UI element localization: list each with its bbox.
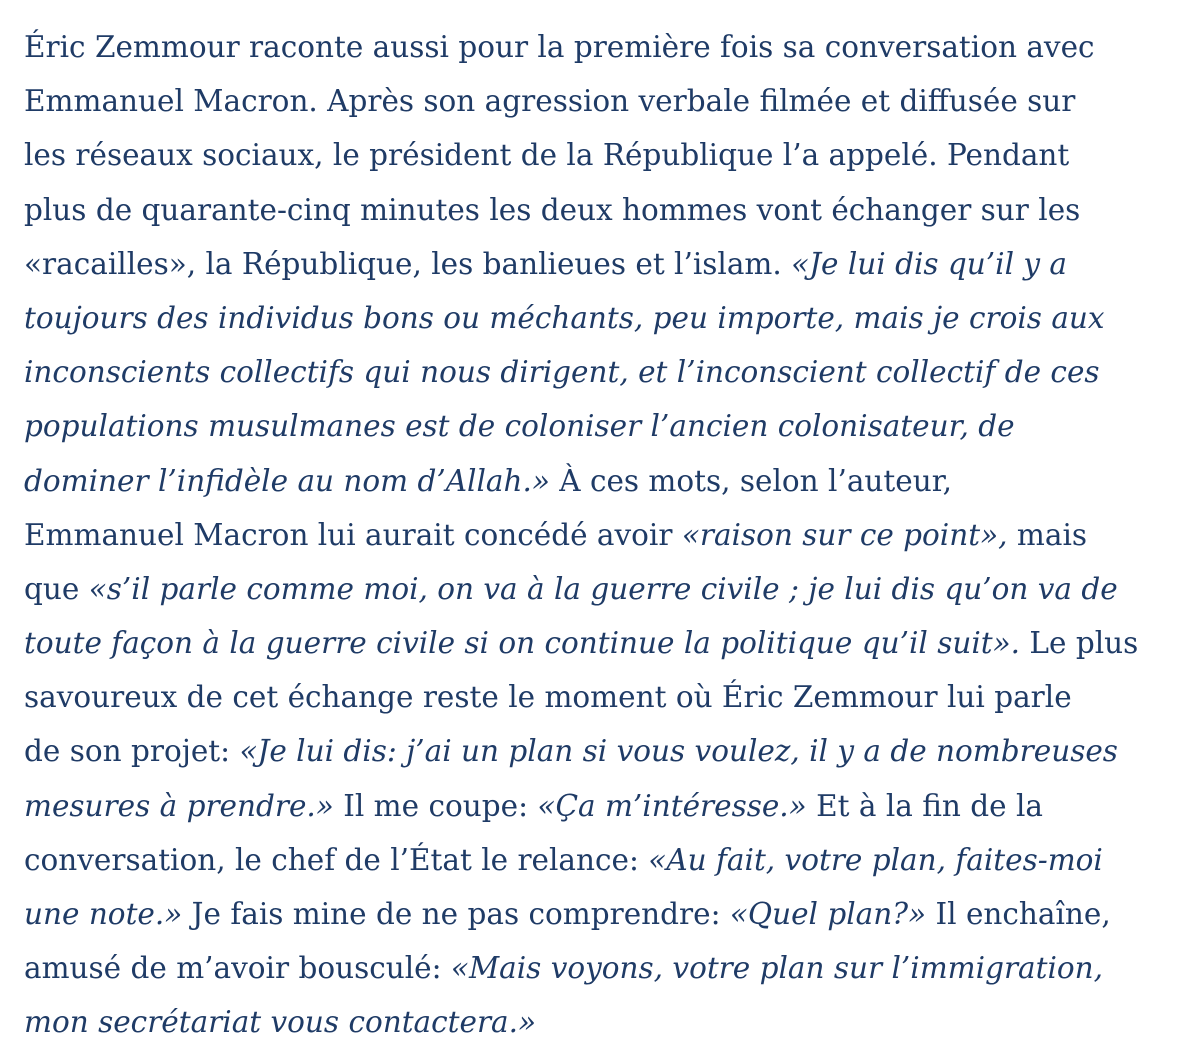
- text-segment: Emmanuel Macron. Après son agression verbale filmée et diffusée sur: [24, 84, 1076, 119]
- text-segment: plus de quarante-cinq minutes les deux hommes vont échanger sur les: [24, 192, 1081, 227]
- text-line: [24, 887, 1180, 941]
- text-line: [24, 183, 1180, 237]
- text-segment: Emmanuel Macron lui aurait concédé avoir: [24, 517, 682, 552]
- text-line: [24, 454, 1180, 508]
- quote-segment: toute façon à la guerre civile si on continue la politique qu’il suit».: [24, 626, 1021, 661]
- text-line: [24, 833, 1180, 887]
- text-segment: de son projet:: [24, 734, 240, 769]
- text-segment: Éric Zemmour raconte aussi pour la première fois sa conversation avec: [24, 30, 1095, 64]
- quote-segment: «Je lui dis: j’ai un plan si vous voulez, il y a de nombreuses: [239, 734, 1118, 769]
- quote-segment: une note.»: [24, 897, 183, 931]
- text-segment: que: [24, 571, 89, 606]
- quote-segment: dominer l’infidèle au nom d’Allah.»: [24, 463, 550, 498]
- quote-segment: «Je lui dis qu’il y a: [791, 246, 1068, 281]
- quote-segment: «Ça m’intéresse.»: [537, 788, 807, 823]
- quote-segment: «Au fait, votre plan, faites-moi: [648, 842, 1103, 877]
- quote-segment: toujours des individus bons ou méchants, peu importe, mais je crois aux: [24, 300, 1105, 335]
- text-segment: conversation, le chef de l’État le relance:: [24, 842, 649, 877]
- text-segment: les réseaux sociaux, le président de la République l’a appelé. Pendant: [24, 138, 1070, 173]
- text-segment: Et à la fin de la: [806, 788, 1043, 823]
- text-line: [24, 128, 1180, 182]
- text-line: [24, 291, 1180, 345]
- text-line: [24, 779, 1180, 833]
- text-segment: Il enchaîne,: [926, 897, 1111, 931]
- text-line: [24, 724, 1180, 778]
- text-segment: savoureux de cet échange reste le moment où Éric Zemmour lui parle: [24, 680, 1072, 715]
- quote-segment: «Quel plan?»: [729, 897, 927, 931]
- text-line: [24, 995, 1180, 1049]
- text-segment: mais: [1007, 517, 1088, 552]
- text-line: [24, 237, 1180, 291]
- text-line: [24, 941, 1180, 995]
- text-line: [24, 74, 1180, 128]
- article-paragraph: [24, 20, 1184, 1050]
- quote-segment: «s’il parle comme moi, on va à la guerre civile ; je lui dis qu’on va de: [88, 571, 1118, 606]
- text-segment: Il me coupe:: [333, 788, 538, 823]
- quote-segment: «Mais voyons, votre plan sur l’immigration,: [450, 951, 1104, 986]
- text-line: [24, 562, 1180, 616]
- quote-segment: mon secrétariat vous contactera.»: [24, 1005, 537, 1040]
- text-segment: À ces mots, selon l’auteur,: [549, 463, 952, 498]
- text-line: [24, 399, 1180, 453]
- quote-segment: «raison sur ce point»,: [681, 517, 1008, 552]
- quote-segment: populations musulmanes est de coloniser l’ancien colonisateur, de: [24, 409, 1015, 444]
- text-segment: amusé de m’avoir bousculé:: [24, 951, 451, 986]
- text-line: [24, 508, 1180, 562]
- text-line: [24, 670, 1180, 724]
- text-line: [24, 616, 1180, 670]
- text-line: [24, 20, 1180, 74]
- text-segment: Le plus: [1020, 626, 1139, 661]
- quote-segment: mesures à prendre.»: [24, 788, 334, 823]
- quote-segment: inconscients collectifs qui nous dirigent, et l’inconscient collectif de ces: [24, 355, 1100, 390]
- text-segment: Je fais mine de ne pas comprendre:: [182, 897, 730, 931]
- text-segment: «racailles», la République, les banlieues et l’islam.: [24, 246, 792, 281]
- text-line: [24, 345, 1180, 399]
